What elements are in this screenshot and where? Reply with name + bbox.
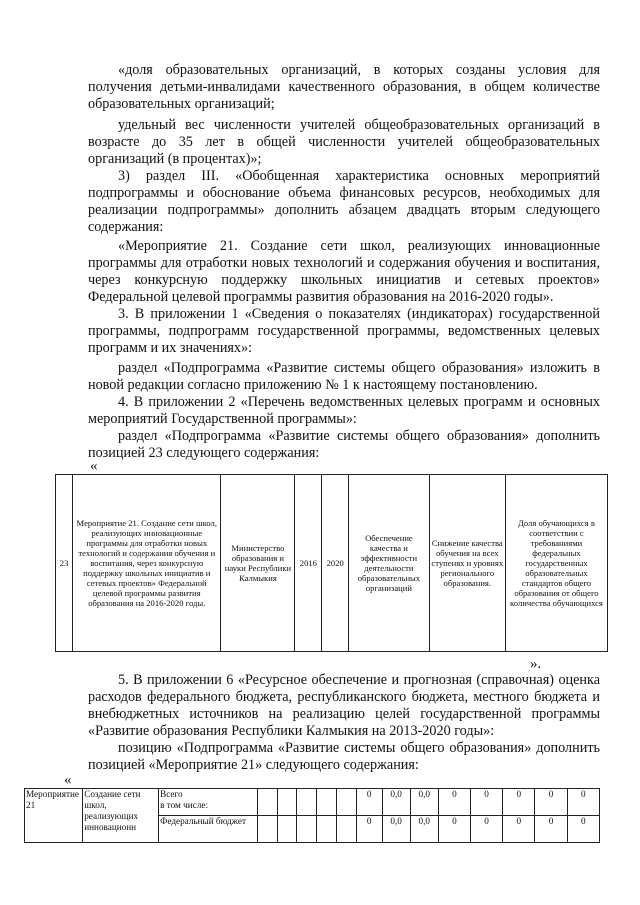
position-number: 23 <box>56 475 73 652</box>
empty-cell <box>336 816 356 843</box>
resource-table <box>24 788 600 843</box>
expected-result: Обеспечение качества и эффективности деятельности образовательных организаций <box>349 475 430 652</box>
empty-cell <box>317 816 337 843</box>
paragraph-10: позицию «Подпрограмма «Развитие системы общего образования» дополнить позицией «Мероприятие 21» следующего содержания: <box>88 740 600 773</box>
closing-quote: ». <box>530 656 542 672</box>
empty-cell <box>336 789 356 816</box>
paragraph-2: удельный вес численности учителей общеобразовательных организаций в возрасте до 35 лет в общей численности учителей общеобразовательных организаций (в процентах)»; <box>88 117 600 167</box>
value-cell: 0,0 <box>382 816 410 843</box>
paragraph-9: 5. В приложении 6 «Ресурсное обеспечение и прогнозная (справочная) оценка расходов федерального бюджета, республиканского бюджета, местного бюджета и внебюджетных источников на реализацию целей государственной программы «Развитие образования Республики Калмыкия на 2013-2020 годы»: <box>88 672 600 739</box>
value-cell: 0,0 <box>382 789 410 816</box>
value-cell: 0 <box>535 816 567 843</box>
empty-cell <box>257 789 277 816</box>
row-total-sub: в том числе: <box>160 800 208 810</box>
value-cell: 0 <box>503 816 535 843</box>
paragraph-1: «доля образовательных организаций, в которых созданы условия для получения детьми-инвалидами качественного образования, в общем количестве образовательных организаций; <box>88 62 600 112</box>
paragraph-8: раздел «Подпрограмма «Развитие системы общего образования» дополнить позицией 23 следующего содержания: <box>88 428 600 461</box>
opening-quote: « <box>90 458 98 474</box>
value-cell: 0 <box>535 789 567 816</box>
empty-cell <box>297 789 317 816</box>
value-cell: 0 <box>438 816 470 843</box>
risk-consequence: Снижение качества обучения на всех ступенях и уровнях регионального образования. <box>429 475 505 652</box>
start-year: 2016 <box>295 475 322 652</box>
end-year: 2020 <box>322 475 349 652</box>
resource-event-code: Мероприятие 21 <box>25 789 83 843</box>
value-cell: 0,0 <box>410 816 438 843</box>
value-cell: 0 <box>567 816 599 843</box>
opening-quote-2: « <box>64 772 72 788</box>
resource-event-name: Создание сети школ, реализующих инновационн <box>83 789 159 843</box>
indicator: Доля обучающихся в соответствии с требованиями федеральных государственных образовательных стандартов общего образования от общего количества обучающихся <box>505 475 607 652</box>
paragraph-4: «Мероприятие 21. Создание сети школ, реализующих инновационные программы для отработки новых технологий и содержания обучения и воспитания, через конкурсную поддержку школьных инициатив и сетевых проектов» Федеральной целевой программы развития образования на 2016-2020 годы». <box>88 238 600 305</box>
row-total-text: Всего <box>160 789 183 799</box>
value-cell: 0 <box>470 789 502 816</box>
value-cell: 0 <box>438 789 470 816</box>
empty-cell <box>297 816 317 843</box>
row-federal-label: Федеральный бюджет <box>159 816 258 843</box>
empty-cell <box>257 816 277 843</box>
paragraph-6: раздел «Подпрограмма «Развитие системы общего образования» изложить в новой редакции согласно приложению № 1 к настоящему постановлению. <box>88 360 600 393</box>
paragraph-3: 3) раздел III. «Обобщенная характеристика основных мероприятий подпрограммы и обоснование объема финансовых ресурсов, необходимых для реализации подпрограммы» дополнить абзацем двадцать вторым следующего содержания: <box>88 168 600 235</box>
event-description: Мероприятие 21. Создание сети школ, реализующих инновационные программы для отработки новых технологий и содержания обучения и воспитания, через конкурсную поддержку школьных инициатив и сетевых проектов» Федеральной целевой программы развития образования на 2016-2020 годы. <box>73 475 221 652</box>
value-cell: 0 <box>567 789 599 816</box>
value-cell: 0,0 <box>410 789 438 816</box>
empty-cell <box>277 816 297 843</box>
paragraph-5: 3. В приложении 1 «Сведения о показателях (индикаторах) государственной программы, подпрограмм государственной программы, ведомственных целевых программ и их значениях»: <box>88 306 600 356</box>
value-cell: 0 <box>356 789 382 816</box>
value-cell: 0 <box>503 789 535 816</box>
value-cell: 0 <box>470 816 502 843</box>
empty-cell <box>317 789 337 816</box>
row-total-label <box>159 789 258 816</box>
activity-table <box>55 474 608 652</box>
empty-cell <box>277 789 297 816</box>
value-cell: 0 <box>356 816 382 843</box>
paragraph-7: 4. В приложении 2 «Перечень ведомственных целевых программ и основных мероприятий Государственной программы»: <box>88 394 600 427</box>
executor: Министерство образования и науки Республики Калмыкия <box>221 475 295 652</box>
